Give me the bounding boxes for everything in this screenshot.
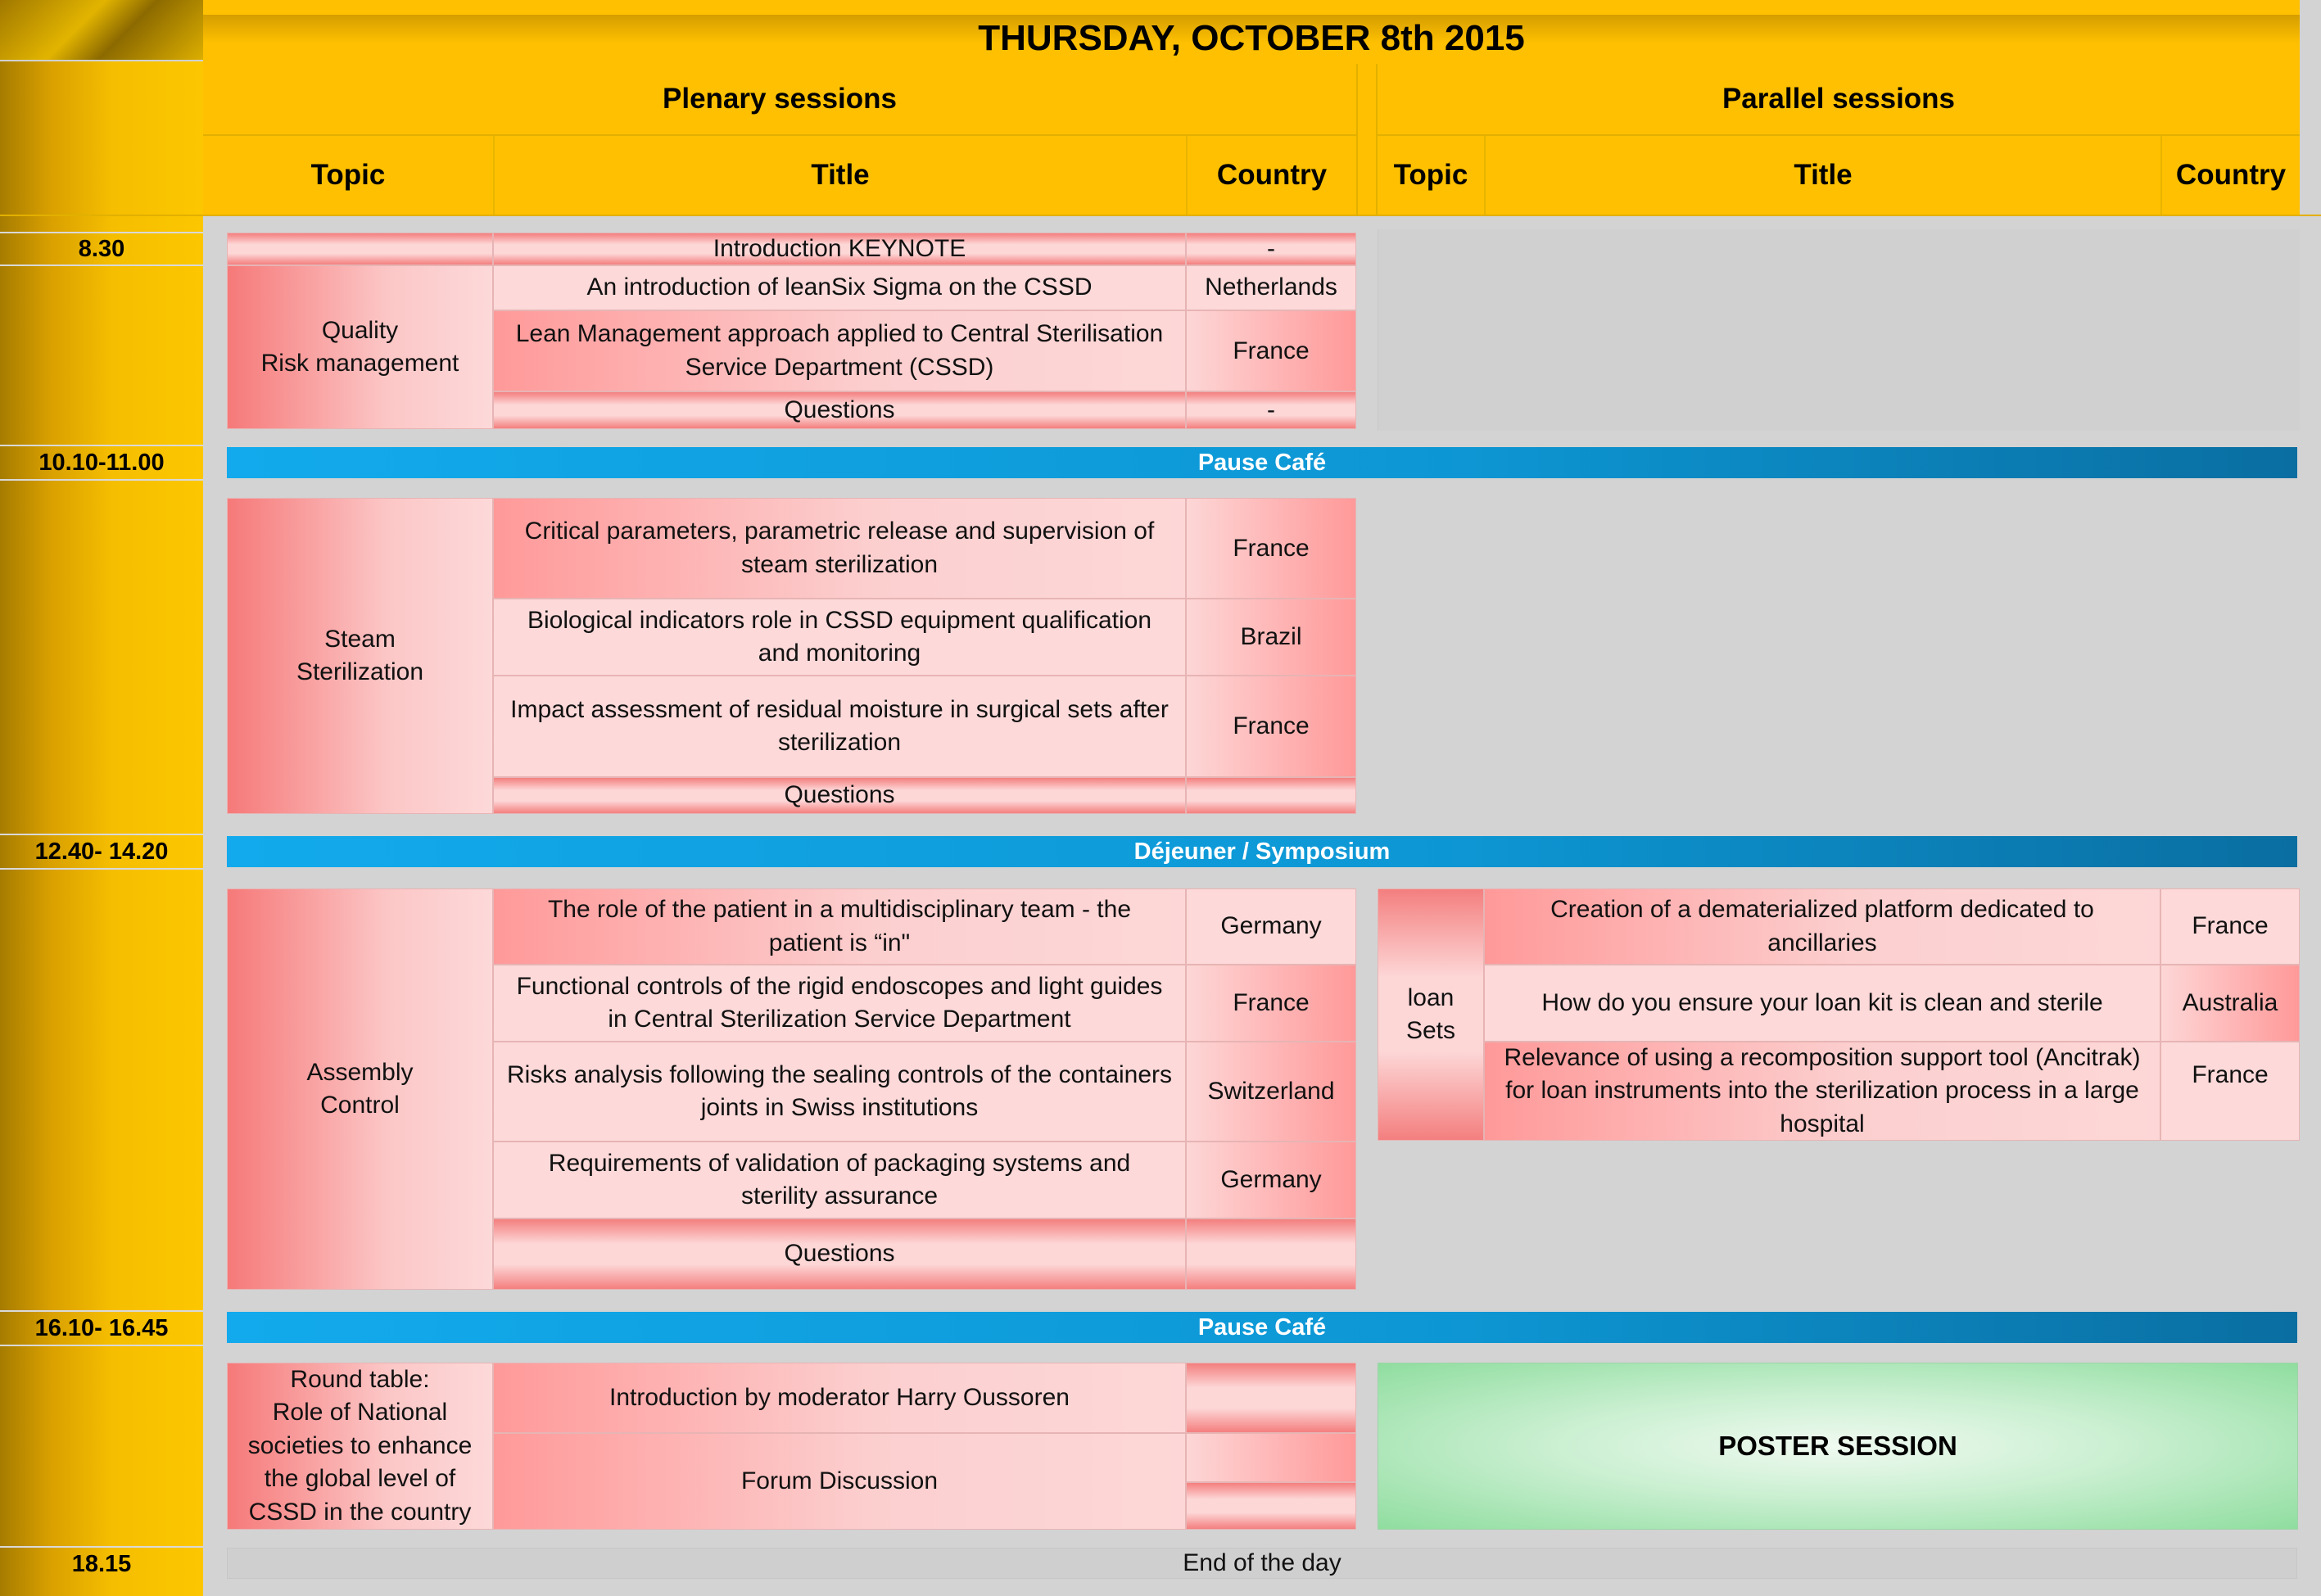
session-country: France (1186, 310, 1356, 391)
keynote-title: Introduction KEYNOTE (493, 233, 1186, 265)
plenary-country-header: Country (1186, 136, 1356, 215)
session-country (1186, 1433, 1356, 1482)
session-country (1186, 777, 1356, 814)
parallel-session-title: Creation of a dematerialized platform dedicated to ancillaries (1484, 888, 2160, 965)
session-title: Forum Discussion (493, 1433, 1186, 1530)
topic-loan-sets: loan Sets (1378, 888, 1484, 1141)
parallel-session-country: France (2160, 1042, 2300, 1141)
pause-cafe-bar: Pause Café (227, 1312, 2297, 1343)
time-slot-3: 12.40- 14.20 (34, 838, 169, 865)
time-slot-5: 18.15 (71, 1550, 132, 1577)
parallel-title-header: Title (1484, 136, 2160, 215)
session-title: Functional controls of the rigid endoscopes and light guides in Central Sterilization Service Department (493, 965, 1186, 1042)
time-rule (0, 1345, 203, 1346)
questions-row: Questions (493, 391, 1186, 429)
session-title: Risks analysis following the sealing controls of the containers joints in Swiss institutions (493, 1042, 1186, 1142)
time-rule (0, 264, 203, 266)
plenary-topic-header: Topic (310, 159, 386, 191)
questions-row: Questions (493, 1218, 1186, 1290)
session-country: Switzerland (1186, 1042, 1356, 1142)
keynote-topic-cell (227, 233, 493, 265)
topic-assembly-control: Assembly Control (227, 888, 493, 1290)
session-title: An introduction of leanSix Sigma on the CSSD (493, 265, 1186, 310)
session-title: Lean Management approach applied to Central Sterilisation Service Department (CSSD) (493, 310, 1186, 391)
time-rule (0, 479, 203, 481)
parallel-session-country: Australia (2160, 965, 2300, 1042)
session-title: Impact assessment of residual moisture in surgical sets after sterilization (493, 676, 1186, 777)
parallel-session-title: How do you ensure your loan kit is clean and sterile (1484, 965, 2160, 1042)
section-divider (1356, 64, 1378, 215)
parallel-session-country: France (2160, 888, 2300, 965)
session-country: Netherlands (1186, 265, 1356, 310)
parallel-sessions-label: Parallel sessions (1378, 64, 2300, 136)
time-slot-4: 16.10- 16.45 (34, 1314, 169, 1341)
plenary-title-header: Title (493, 136, 1186, 215)
pause-cafe-bar: Pause Café (227, 447, 2297, 478)
time-slot-2: 10.10-11.00 (38, 449, 165, 476)
header-rule (0, 215, 2321, 216)
session-country: France (1186, 498, 1356, 599)
topic-round-table: Round table: Role of National societies to enhance the global level of CSSD in the country (227, 1363, 493, 1530)
time-rule (0, 868, 203, 870)
poster-session: POSTER SESSION (1378, 1363, 2298, 1530)
plenary-sessions-label: Plenary sessions (203, 64, 1356, 136)
session-title: Critical parameters, parametric release and supervision of steam sterilization (493, 498, 1186, 599)
topic-steam-sterilization: Steam Sterilization (227, 498, 493, 814)
topic-quality-risk-management: Quality Risk management (227, 265, 493, 429)
keynote-country: - (1186, 233, 1356, 265)
parallel-country-header: Country (2160, 136, 2300, 215)
end-of-day: End of the day (227, 1548, 2297, 1579)
session-title: Introduction by moderator Harry Oussoren (493, 1363, 1186, 1433)
lunch-symposium-bar: Déjeuner / Symposium (227, 836, 2297, 867)
session-country: - (1186, 391, 1356, 429)
session-country: France (1186, 676, 1356, 777)
questions-row: Questions (493, 777, 1186, 814)
session-title: The role of the patient in a multidisciplinary team - the patient is “in" (493, 888, 1186, 965)
session-country: Germany (1186, 1142, 1356, 1218)
time-column-corner (0, 0, 203, 61)
session-country (1186, 1482, 1356, 1530)
parallel-topic-header: Topic (1393, 159, 1468, 191)
session-country: Brazil (1186, 599, 1356, 676)
session-country: Germany (1186, 888, 1356, 965)
session-country (1186, 1218, 1356, 1290)
session-country (1186, 1363, 1356, 1433)
parallel-empty-area (1378, 229, 2300, 431)
session-title: Requirements of validation of packaging systems and sterility assurance (493, 1142, 1186, 1218)
session-country: France (1186, 965, 1356, 1042)
time-slot-1: 8.30 (78, 235, 125, 262)
session-title: Biological indicators role in CSSD equipment qualification and monitoring (493, 599, 1186, 676)
parallel-session-title: Relevance of using a recomposition support tool (Ancitrak) for loan instruments into the sterilization process in a large hospital (1484, 1042, 2160, 1141)
page-title: THURSDAY, OCTOBER 8th 2015 (203, 15, 2300, 62)
